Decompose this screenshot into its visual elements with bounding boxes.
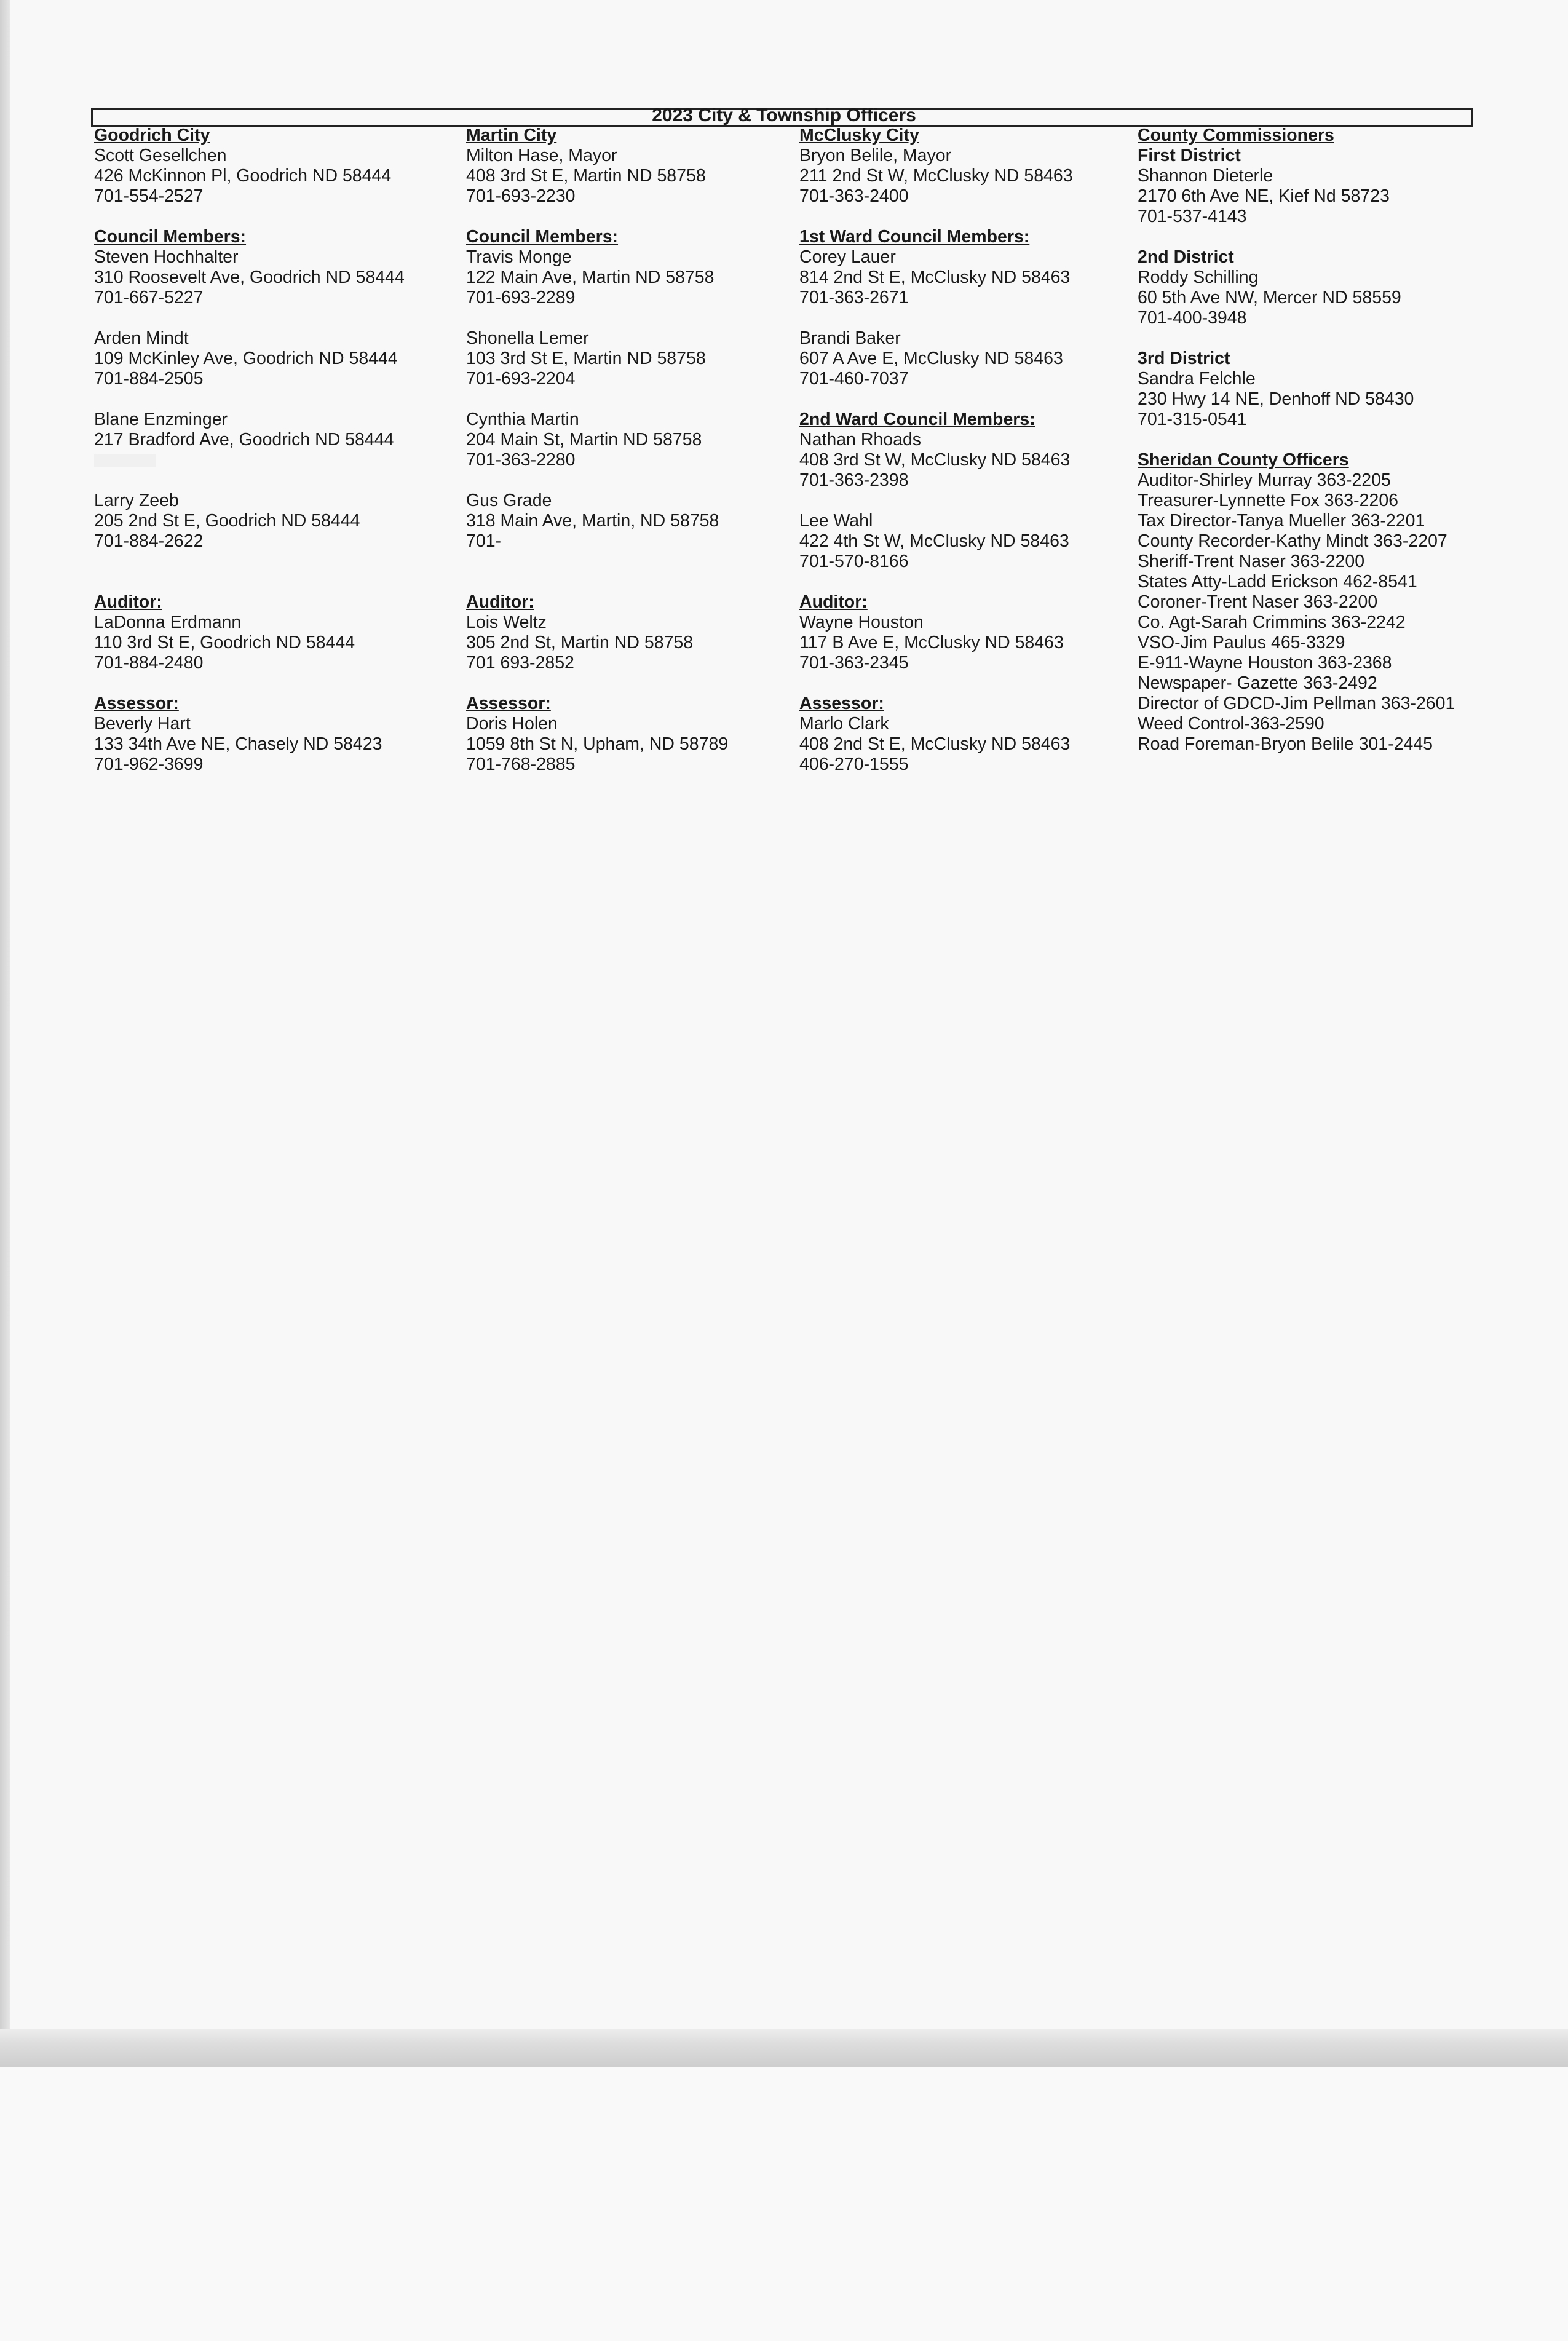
assessor-name: Beverly Hart bbox=[94, 714, 191, 734]
martin-assessor-heading: Assessor: bbox=[466, 694, 551, 713]
assessor-phone: 701-962-3699 bbox=[94, 755, 204, 774]
county-officers-heading: Sheridan County Officers bbox=[1138, 450, 1349, 470]
goodrich-mayor-address: 426 McKinnon Pl, Goodrich ND 58444 bbox=[94, 166, 392, 186]
goodrich-mayor-name: Scott Gesellchen bbox=[94, 146, 227, 165]
scan-edge bbox=[0, 0, 10, 2066]
council-member-name: Cynthia Martin bbox=[466, 410, 579, 429]
county-officer: Sheriff-Trent Naser 363-2200 bbox=[1138, 552, 1365, 571]
goodrich-column bbox=[94, 125, 451, 775]
commissioner-name: Roddy Schilling bbox=[1138, 267, 1259, 287]
ward2-heading: 2nd Ward Council Members: bbox=[799, 410, 1035, 429]
martin-council-heading: Council Members: bbox=[466, 227, 619, 247]
council-member-phone: 701-363-2671 bbox=[799, 288, 909, 307]
martin-mayor-name: Milton Hase, Mayor bbox=[466, 146, 617, 165]
council-member-name: Shonella Lemer bbox=[466, 328, 589, 348]
martin-heading: Martin City bbox=[466, 125, 557, 145]
council-member-address: 204 Main St, Martin ND 58758 bbox=[466, 430, 702, 450]
auditor-phone: 701 693-2852 bbox=[466, 653, 574, 673]
council-member-address: 310 Roosevelt Ave, Goodrich ND 58444 bbox=[94, 267, 405, 287]
auditor-name: Wayne Houston bbox=[799, 612, 924, 632]
county-officer: Coroner-Trent Naser 363-2200 bbox=[1138, 592, 1378, 612]
commissioner-name: Sandra Felchle bbox=[1138, 369, 1256, 389]
assessor-address: 1059 8th St N, Upham, ND 58789 bbox=[466, 734, 729, 754]
auditor-address: 110 3rd St E, Goodrich ND 58444 bbox=[94, 633, 355, 652]
council-member-phone: 701-693-2204 bbox=[466, 369, 576, 389]
below-scan-area bbox=[0, 2067, 1568, 2341]
council-member-address: 103 3rd St E, Martin ND 58758 bbox=[466, 349, 706, 368]
assessor-name: Doris Holen bbox=[466, 714, 558, 734]
martin-auditor-heading: Auditor: bbox=[466, 592, 534, 612]
council-member-phone-redacted bbox=[94, 450, 451, 470]
county-officer: Co. Agt-Sarah Crimmins 363-2242 bbox=[1138, 612, 1406, 632]
commissioner-address: 2170 6th Ave NE, Kief Nd 58723 bbox=[1138, 186, 1390, 206]
council-member-name: Blane Enzminger bbox=[94, 410, 228, 429]
council-member-address: 607 A Ave E, McClusky ND 58463 bbox=[799, 349, 1063, 368]
council-member-phone: 701-570-8166 bbox=[799, 552, 909, 571]
council-member-address: 109 McKinley Ave, Goodrich ND 58444 bbox=[94, 349, 398, 368]
council-member-phone: 701-884-2505 bbox=[94, 369, 204, 389]
council-member-phone: 701-884-2622 bbox=[94, 531, 204, 551]
council-member-phone: 701- bbox=[466, 531, 502, 551]
assessor-address: 133 34th Ave NE, Chasely ND 58423 bbox=[94, 734, 382, 754]
mcclusky-auditor-heading: Auditor: bbox=[799, 592, 868, 612]
martin-mayor-address: 408 3rd St E, Martin ND 58758 bbox=[466, 166, 706, 186]
goodrich-mayor-phone: 701-554-2527 bbox=[94, 186, 204, 206]
district-label: 2nd District bbox=[1138, 247, 1234, 267]
council-member-address: 205 2nd St E, Goodrich ND 58444 bbox=[94, 511, 360, 531]
commissioner-phone: 701-400-3948 bbox=[1138, 308, 1247, 328]
council-member-name: Travis Monge bbox=[466, 247, 572, 267]
assessor-phone: 701-768-2885 bbox=[466, 755, 576, 774]
council-member-phone: 701-363-2280 bbox=[466, 450, 576, 470]
county-officer: States Atty-Ladd Erickson 462-8541 bbox=[1138, 572, 1417, 592]
martin-column bbox=[466, 125, 786, 775]
commissioner-phone: 701-537-4143 bbox=[1138, 207, 1247, 226]
scan-band bbox=[0, 2029, 1568, 2067]
council-member-name: Gus Grade bbox=[466, 491, 552, 510]
council-member-phone: 701-363-2398 bbox=[799, 470, 909, 490]
auditor-phone: 701-363-2345 bbox=[799, 653, 909, 673]
assessor-phone: 406-270-1555 bbox=[799, 755, 909, 774]
council-member-name: Larry Zeeb bbox=[94, 491, 179, 510]
mcclusky-assessor-heading: Assessor: bbox=[799, 694, 884, 713]
commissioners-heading: County Commissioners bbox=[1138, 125, 1334, 145]
redaction-mark bbox=[94, 454, 156, 467]
county-officer: Road Foreman-Bryon Belile 301-2445 bbox=[1138, 734, 1433, 754]
commissioner-address: 60 5th Ave NW, Mercer ND 58559 bbox=[1138, 288, 1401, 307]
council-member-phone: 701-693-2289 bbox=[466, 288, 576, 307]
district-label: First District bbox=[1138, 146, 1241, 165]
council-member-phone: 701-460-7037 bbox=[799, 369, 909, 389]
mcclusky-mayor-address: 211 2nd St W, McClusky ND 58463 bbox=[799, 166, 1073, 186]
mcclusky-heading: McClusky City bbox=[799, 125, 919, 145]
council-member-phone: 701-667-5227 bbox=[94, 288, 204, 307]
commissioner-phone: 701-315-0541 bbox=[1138, 410, 1247, 429]
council-member-name: Brandi Baker bbox=[799, 328, 901, 348]
auditor-phone: 701-884-2480 bbox=[94, 653, 204, 673]
county-officer: Newspaper- Gazette 363-2492 bbox=[1138, 673, 1377, 693]
goodrich-assessor-heading: Assessor: bbox=[94, 694, 179, 713]
council-member-name: Corey Lauer bbox=[799, 247, 896, 267]
council-member-address: 318 Main Ave, Martin, ND 58758 bbox=[466, 511, 719, 531]
council-member-name: Nathan Rhoads bbox=[799, 430, 922, 450]
county-officer: Auditor-Shirley Murray 363-2205 bbox=[1138, 470, 1391, 490]
council-member-name: Arden Mindt bbox=[94, 328, 189, 348]
council-member-address: 122 Main Ave, Martin ND 58758 bbox=[466, 267, 715, 287]
commissioner-address: 230 Hwy 14 NE, Denhoff ND 58430 bbox=[1138, 389, 1414, 409]
martin-mayor-phone: 701-693-2230 bbox=[466, 186, 576, 206]
county-officer: Director of GDCD-Jim Pellman 363-2601 bbox=[1138, 694, 1455, 713]
assessor-address: 408 2nd St E, McClusky ND 58463 bbox=[799, 734, 1071, 754]
council-member-address: 408 3rd St W, McClusky ND 58463 bbox=[799, 450, 1071, 470]
goodrich-council-heading: Council Members: bbox=[94, 227, 247, 247]
county-officer: VSO-Jim Paulus 465-3329 bbox=[1138, 633, 1345, 652]
mcclusky-mayor-name: Bryon Belile, Mayor bbox=[799, 146, 952, 165]
county-officer: E-911-Wayne Houston 363-2368 bbox=[1138, 653, 1392, 673]
county-officer: Treasurer-Lynnette Fox 363-2206 bbox=[1138, 491, 1399, 510]
council-member-address: 814 2nd St E, McClusky ND 58463 bbox=[799, 267, 1071, 287]
council-member-name: Steven Hochhalter bbox=[94, 247, 239, 267]
auditor-address: 117 B Ave E, McClusky ND 58463 bbox=[799, 633, 1064, 652]
district-label: 3rd District bbox=[1138, 349, 1230, 368]
council-member-address: 217 Bradford Ave, Goodrich ND 58444 bbox=[94, 430, 394, 450]
auditor-name: LaDonna Erdmann bbox=[94, 612, 242, 632]
page-title: 2023 City & Township Officers bbox=[652, 105, 916, 125]
auditor-name: Lois Weltz bbox=[466, 612, 547, 632]
commissioner-name: Shannon Dieterle bbox=[1138, 166, 1273, 186]
county-officer: County Recorder-Kathy Mindt 363-2207 bbox=[1138, 531, 1447, 551]
mcclusky-column bbox=[799, 125, 1131, 775]
county-column bbox=[1138, 125, 1519, 755]
goodrich-heading: Goodrich City bbox=[94, 125, 210, 145]
ward1-heading: 1st Ward Council Members: bbox=[799, 227, 1030, 247]
county-officer: Tax Director-Tanya Mueller 363-2201 bbox=[1138, 511, 1425, 531]
county-officer: Weed Control-363-2590 bbox=[1138, 714, 1324, 734]
auditor-address: 305 2nd St, Martin ND 58758 bbox=[466, 633, 694, 652]
assessor-name: Marlo Clark bbox=[799, 714, 889, 734]
council-member-address: 422 4th St W, McClusky ND 58463 bbox=[799, 531, 1069, 551]
goodrich-auditor-heading: Auditor: bbox=[94, 592, 162, 612]
council-member-name: Lee Wahl bbox=[799, 511, 873, 531]
mcclusky-mayor-phone: 701-363-2400 bbox=[799, 186, 909, 206]
